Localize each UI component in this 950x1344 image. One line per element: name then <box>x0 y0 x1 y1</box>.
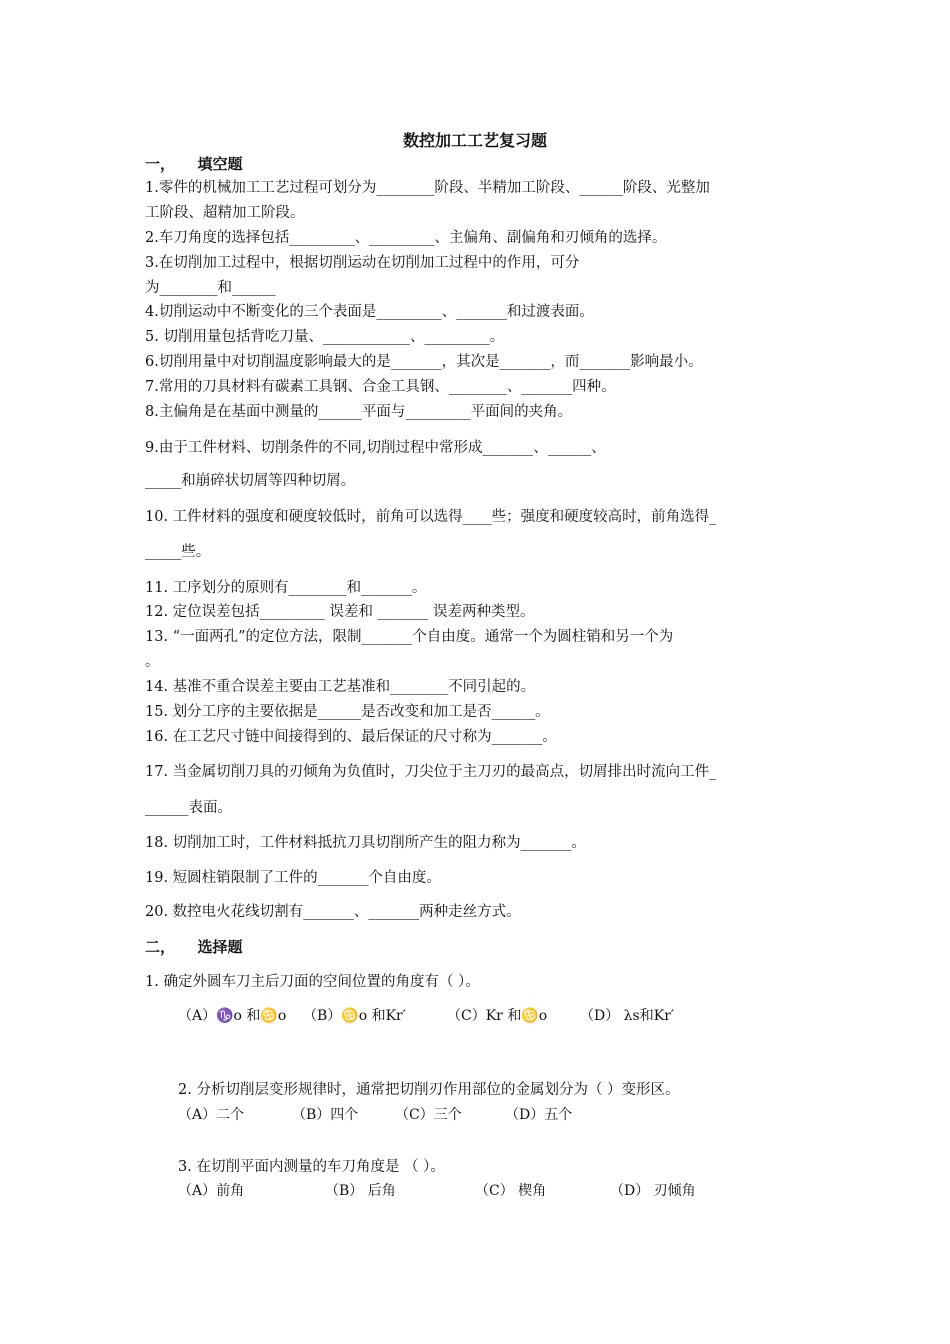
question-14: 14. 基准不重合误差主要由工艺基准和________不同引起的。 <box>145 679 536 695</box>
question-5: 5. 切削用量包括背吃刀量、____________、_________。 <box>145 329 505 345</box>
question-17-line-2: ______表面。 <box>145 800 232 816</box>
question-12: 12. 定位误差包括_________ 误差和 _______ 误差两种类型。 <box>145 604 535 620</box>
question-10-line-2: _____些。 <box>145 544 211 560</box>
choice-question-3: 3. 在切削平面内测量的车刀角度是 （ ）。 <box>178 1159 445 1175</box>
choice-3-option-b: （B） 后角 <box>325 1183 396 1199</box>
question-1-line-1: 1.零件的机械加工工艺过程可划分为________阶段、半精加工阶段、______阶段、光整加 <box>145 180 710 196</box>
question-17-line-1: 17. 当金属切削刀具的刃倾角为负值时，刀尖位于主刀刃的最高点，切屑排出时流向工件_ <box>145 764 717 780</box>
choice-1-option-a: （A）♑o 和♋o <box>178 1008 287 1024</box>
choice-question-1: 1. 确定外圆车刀主后刀面的空间位置的角度有（ ）。 <box>145 974 480 990</box>
choice-1-option-d: （D） λs和Kr′ <box>580 1008 675 1024</box>
choice-2-option-c: （C）三个 <box>395 1107 462 1123</box>
choice-2-option-b: （B）四个 <box>292 1107 359 1123</box>
question-8: 8.主偏角是在基面中测量的______平面与_________平面间的夹角。 <box>145 404 573 420</box>
question-16: 16. 在工艺尺寸链中间接得到的、最后保证的尺寸称为_______。 <box>145 729 557 745</box>
question-2: 2.车刀角度的选择包括_________、_________、主偏角、副偏角和刃倾角的选择。 <box>145 230 667 246</box>
question-9-line-2: _____和崩碎状切屑等四种切屑。 <box>145 473 356 489</box>
section-heading-fill-in: 一， 填空题 <box>145 155 243 173</box>
question-15: 15. 划分工序的主要依据是______是否改变和加工是否______。 <box>145 704 550 720</box>
question-3-line-2: 为________和______ <box>145 280 276 296</box>
question-18: 18. 切削加工时，工件材料抵抗刀具切削所产生的阻力称为_______。 <box>145 835 586 851</box>
question-7: 7.常用的刀具材料有碳素工具钢、合金工具钢、________、_______四种。 <box>145 379 616 395</box>
question-4: 4.切削运动中不断变化的三个表面是_________、_______和过渡表面。 <box>145 304 594 320</box>
question-6: 6.切削用量中对切削温度影响最大的是_______，其次是_______，而_______影响最小。 <box>145 354 703 370</box>
question-3-line-1: 3.在切削加工过程中，根据切削运动在切削加工过程中的作用，可分 <box>145 255 580 271</box>
choice-2-option-d: （D）五个 <box>505 1107 573 1123</box>
choice-3-option-a: （A）前角 <box>178 1183 245 1199</box>
choice-1-option-b: （B）♋o 和Kr′ <box>303 1008 406 1024</box>
document-title: 数控加工工艺复习题 <box>402 131 547 150</box>
question-13-line-1: 13. “一面两孔”的定位方法，限制_______个自由度。通常一个为圆柱销和另一个为 <box>145 629 674 645</box>
choice-question-2: 2. 分析切削层变形规律时，通常把切削刃作用部位的金属划分为（ ）变形区。 <box>178 1082 680 1098</box>
question-11: 11. 工序划分的原则有________和_______。 <box>145 580 427 596</box>
question-13-line-2: 。 <box>145 654 160 670</box>
choice-3-option-c: （C） 楔角 <box>475 1183 547 1199</box>
choice-2-option-a: （A）二个 <box>178 1107 245 1123</box>
question-1-line-2: 工阶段、超精加工阶段。 <box>145 205 305 221</box>
question-9-line-1: 9.由于工件材料、切削条件的不同,切削过程中常形成_______、______、 <box>145 440 606 456</box>
choice-1-option-c: （C）Kr 和♋o <box>447 1008 548 1024</box>
question-19: 19. 短圆柱销限制了工件的_______个自由度。 <box>145 870 441 886</box>
question-20: 20. 数控电火花线切割有_______、_______两种走丝方式。 <box>145 904 521 920</box>
section-heading-choice: 二， 选择题 <box>145 938 243 956</box>
question-10-line-1: 10. 工件材料的强度和硬度较低时，前角可以选得____些；强度和硬度较高时，前角选得_ <box>145 509 717 525</box>
choice-3-option-d: （D） 刃倾角 <box>610 1183 696 1199</box>
